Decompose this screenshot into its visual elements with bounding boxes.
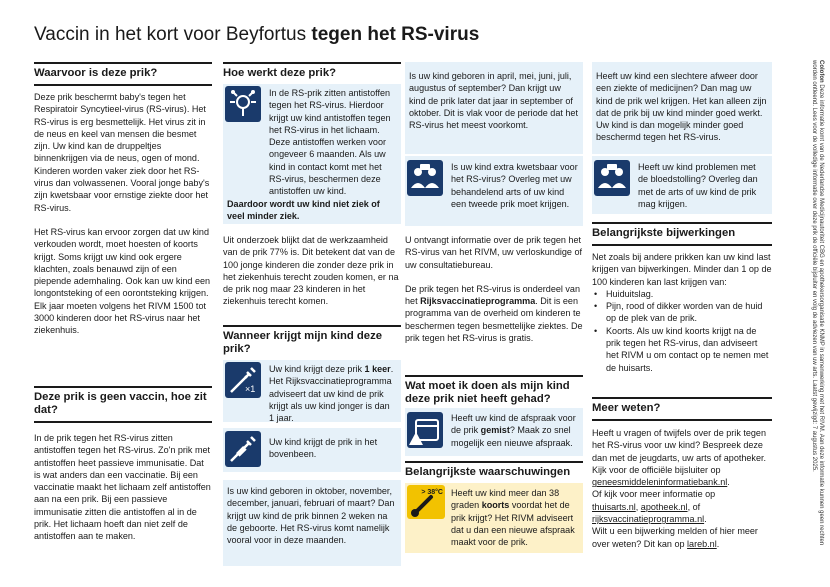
syringe-icon: [225, 431, 261, 467]
info-box-bovenbeen: [223, 428, 401, 472]
section-geen-vaccin: [34, 386, 212, 543]
heading-hoe-werkt: Hoe werkt deze prik?: [223, 62, 401, 86]
paragraph: Heeft u vragen of twijfels over de prik tegen het RS-virus voor uw kind? Bespreek deze dan met de jeugdarts, uw arts of apotheker.: [592, 428, 767, 463]
text: .: [704, 514, 707, 525]
paragraph: Heeft uw kind een slechtere afweer door een ziekte of medicijnen? Dan mag uw kind de prik wel krijgen. Het kan alleen zijn dat de prik bij uw kind minder goed werkt. Uw kind is dan mogelijk minder goed beschermd tegen het RS-virus.: [596, 71, 767, 143]
list-item: • Pijn, rood of dikker worden van de huid op de plek van de prik.: [592, 300, 772, 325]
info-box-gemist: [405, 408, 583, 456]
paragraph: In de RS-prik zitten antistoffen tegen het RS-virus. Hierdoor krijgt uw kind antistoffen tegen het RS-virus in het lichaam. Deze antistoffen werken voor ongeveer 6 maanden. Als uw kind in contact komt met het RS-virus, beschermen deze antistoffen uw kind.: [269, 88, 391, 197]
paragraph: Uit onderzoek blijkt dat de werkzaamheid van de prik 77% is. Dit betekent dat van de 100 jonge kinderen die zonder deze prik in het ziekenhuis terecht zouden komen, er na de prik nog maar 23 kinderen in het ziekenhuis terecht komen.: [223, 235, 399, 307]
paragraph: Deze prik beschermt baby's tegen het Respiratoir Syncytieel-virus (RS-virus). Het RS-virus is erg besmettelijk. Het virus zit in de neus en keel van mensen die besmet zijn. Uw kind kan de druppeltjes binnenkrijgen via de neus, ogen of mond. Kinderen worden vaker ziek door het RS-virus dan volwassenen. Vooral jonge baby's zijn kwetsbaar voor ernstige ziekte door het RS-virus.: [34, 92, 210, 213]
text: , of: [687, 501, 701, 512]
text: ,: [635, 501, 641, 512]
link-thuisarts[interactable]: thuisarts.nl: [592, 501, 636, 512]
section-meer-weten: [592, 397, 772, 550]
title-normal: Vaccin in het kort voor Beyfortus: [34, 24, 312, 45]
text: .: [727, 477, 730, 488]
section-niet-gehad: [405, 375, 583, 412]
info-box-antistoffen: [223, 84, 401, 224]
text: .: [716, 538, 720, 549]
info-box-bloedstolling: [592, 156, 772, 214]
paragraph: Is uw kind geboren in april, mei, juni, juli, augustus of september? Dan krijgt uw kind de prik later dat jaar in september of oktober. Dit is vlak voor de periode dat het RS-virus het meest voorkomt.: [409, 71, 578, 131]
text: . Het Rijksvaccinatieprogramma adviseert dat uw kind de prik krijgt als uw kind jonger is dan 1 jaar.: [269, 364, 394, 424]
section-waarschuwingen: [405, 461, 583, 485]
heading-waarvoor: Waarvoor is deze prik?: [34, 62, 212, 86]
heading-niet-gehad: Wat moet ik doen als mijn kind deze prik niet heeft gehad?: [405, 375, 583, 412]
thermometer-label: > 38°C: [421, 489, 443, 496]
paragraph: [592, 488, 772, 500]
doctor-consult-icon: [407, 160, 443, 196]
text-bold: koorts: [481, 500, 510, 511]
text: Heeft uw kind de afspraak voor de prik: [451, 413, 576, 436]
page-title: [34, 24, 479, 46]
antibody-icon: [225, 86, 261, 122]
text: ? Maak zo snel mogelijk een nieuwe afspraak.: [451, 425, 573, 448]
text-bold: 1 keer: [364, 364, 391, 374]
text-bold: gemist: [480, 425, 510, 436]
paragraph: Het RS-virus kan ervoor zorgen dat uw kind verkouden wordt, moet hoesten of koorts krijgt. Soms krijgt uw kind ook ergere klachten, zoals benauwd zijn of een piepende ademhaling. Ook kan uw kind een longontsteking of een oorontsteking krijgen. Elk jaar moeten volgens het RIVM 1500 tot 3000 kinderen door het RS-virus naar het ziekenhuis.: [34, 226, 211, 336]
paragraph: Uw kind krijgt de prik in het bovenbeen.: [269, 437, 378, 460]
text: Uw kind krijgt deze prik: [269, 364, 365, 374]
title-bold: tegen het RS-virus: [311, 24, 480, 45]
syringe-x1-icon: [225, 362, 261, 398]
warning-box-koorts: [405, 483, 583, 553]
colofon-label: Colofon: [818, 60, 824, 83]
list-item: • Huiduitslag.: [592, 288, 772, 300]
paragraph: Heeft uw kind problemen met de bloedstolling? Overleg dan met de arts of uw kind de prik mag krijgen.: [638, 162, 758, 209]
colofon-text: Deze informatie komt van de Nederlandse Medicijnautoriteit CBG en apothekersorganisatie KNMP in samenwerking met het RIVM. Aan deze informatie kunnen geen rechten worden ontleend. Lees voor de volledige informatie over deze prik de officiële bijsluiter en volg de adviezen van uw arts. Laatst gewijzigd: 7 augustus 2025.: [810, 60, 824, 546]
paragraph: Is uw kind geboren in oktober, november, december, januari, februari of maart? Dan krijgt uw kind de prik binnen 2 weken na de geboorte. Het RS-virus komt namelijk vooral voor in deze maanden.: [227, 486, 395, 546]
text: voordat het de prik krijgt? Het RIVM adviseert dat u dan een nieuwe afspraak maakt voor de prik.: [451, 500, 575, 548]
text: De prik tegen het RS-virus is onderdeel van het: [405, 283, 580, 307]
paragraph: U ontvangt informatie over de prik tegen het RS-virus van het RIVM, uw verloskundige of uw consultatiebureau.: [405, 235, 582, 270]
paragraph-werkzaamheid: [223, 234, 401, 308]
colofon: [784, 60, 824, 560]
paragraph-bold: Daardoor wordt uw kind niet ziek of veel minder ziek.: [227, 198, 380, 221]
text: Heeft uw kind meer dan 38 graden: [451, 488, 560, 511]
text: Of kijk voor meer informatie op: [592, 489, 716, 500]
info-box-afweer: [592, 62, 772, 154]
heading-waarschuwingen: Belangrijkste waarschuwingen: [405, 461, 583, 485]
heading-geen-vaccin: Deze prik is geen vaccin, hoe zit dat?: [34, 386, 212, 423]
list-item: • Koorts. Als uw kind koorts krijgt na de prik tegen het RS-virus, dan adviseert het RIVM u om contact op te nemen met de huisarts.: [592, 325, 772, 374]
info-box-kwetsbaar: [405, 156, 583, 226]
paragraph: Net zoals bij andere prikken kan uw kind last krijgen van bijwerkingen. Minder dan 1 op de 100 kinderen kan last krijgen van:: [592, 252, 772, 287]
paragraph: Is uw kind extra kwetsbaar voor het RS-virus? Overleg met uw behandelend arts of uw kind een tweede prik moet krijgen.: [451, 162, 578, 209]
heading-meer-weten: Meer weten?: [592, 397, 772, 421]
section-waarvoor: [34, 62, 212, 337]
info-box-1-keer: [223, 360, 401, 422]
paragraph: [592, 525, 772, 550]
info-box-april-september: [405, 62, 583, 154]
paragraph: [592, 464, 772, 476]
paragraph-informatie: [405, 234, 583, 344]
section-wanneer: [223, 325, 401, 362]
section-hoe-werkt: [223, 62, 401, 86]
info-box-oktober-maart: [223, 480, 401, 566]
text: . Dit is een programma van de overheid om kinderen te beschermen tegen besmettelijke ziektes. De prik tegen het RS-virus is gratis.: [405, 296, 583, 344]
link-lareb[interactable]: lareb.nl: [687, 538, 717, 549]
heading-bijwerkingen: Belangrijkste bijwerkingen: [592, 222, 772, 246]
link-rijksvaccinatieprogramma[interactable]: rijksvaccinatieprogramma.nl: [592, 514, 705, 525]
section-bijwerkingen: [592, 222, 772, 374]
text: Wilt u een bijwerking melden of hier meer over weten? Dit kan op: [592, 526, 758, 549]
svg-text:×1: ×1: [245, 384, 256, 394]
heading-wanneer: Wanneer krijgt mijn kind deze prik?: [223, 325, 401, 362]
text-bold: Rijksvaccinatieprogramma: [420, 296, 536, 307]
paragraph: [592, 501, 772, 513]
thermometer-icon: [407, 485, 445, 519]
link-apotheek[interactable]: apotheek.nl: [640, 501, 688, 512]
doctor-consult-icon: [594, 160, 630, 196]
link-geneesmiddeleninformatiebank[interactable]: geneesmiddeleninformatiebank.nl: [592, 477, 728, 488]
paragraph: In de prik tegen het RS-virus zitten antistoffen tegen het RS-virus. Zo'n prik met antistoffen heet passieve immunisatie. Dat is wat anders dan een vaccinatie. Bij een vaccinatie maakt het lichaam zelf antistoffen aan na een prik. Bij een passieve immunisatie zitten die antistoffen al in de prik. Het lichaam hoeft dan niet zelf de antistoffen aan te maken.: [34, 433, 211, 542]
paragraph: [592, 476, 772, 488]
text: Kijk voor de officiële bijsluiter op: [592, 464, 721, 475]
paragraph: [405, 283, 583, 344]
side-effects-list: [592, 288, 772, 374]
calendar-warning-icon: [407, 412, 443, 448]
paragraph: [592, 513, 772, 525]
